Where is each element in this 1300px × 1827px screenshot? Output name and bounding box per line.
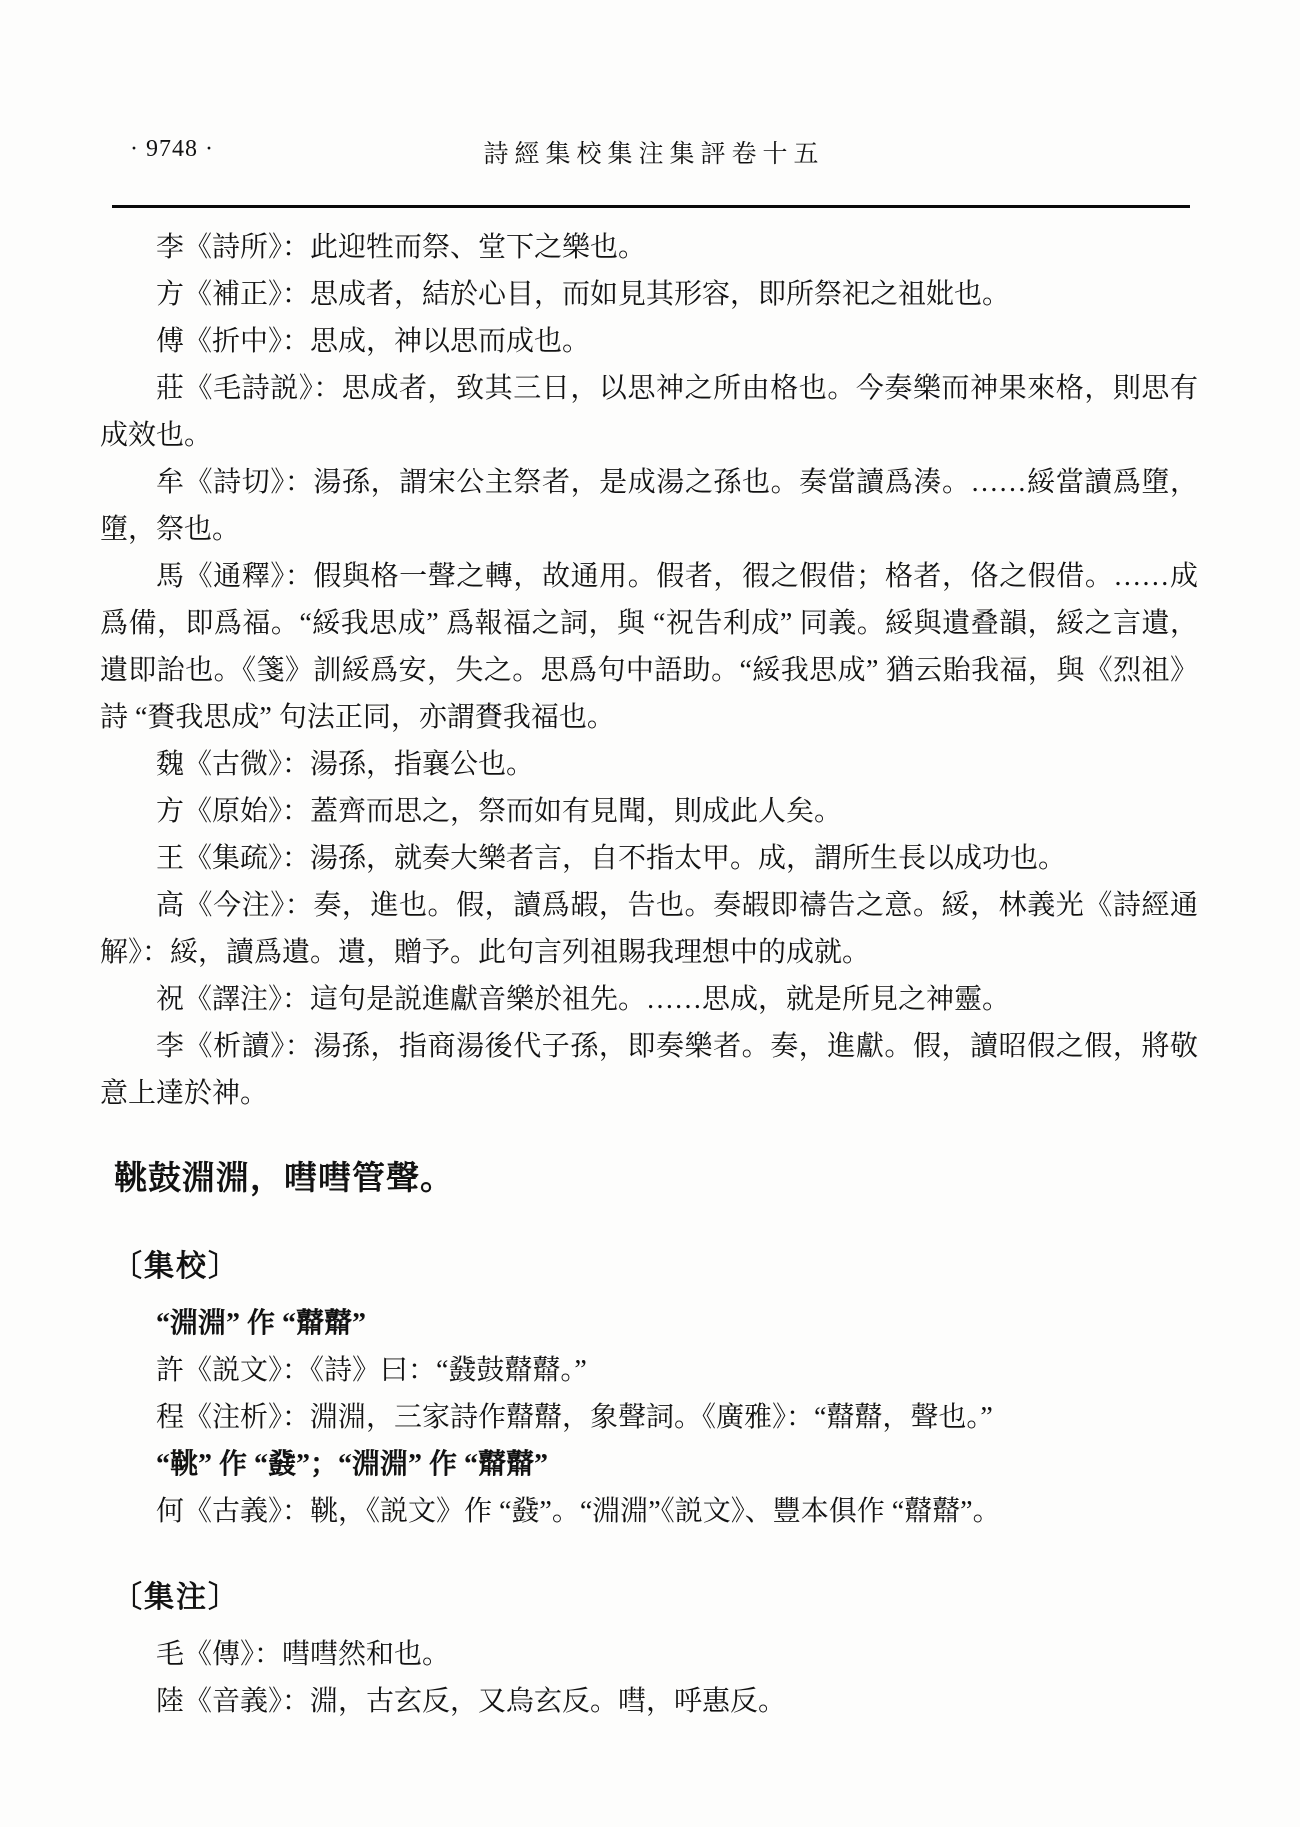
commentary-paragraph: 方《原始》：蓋齊而思之，祭而如有見聞，則成此人矣。 <box>156 796 843 827</box>
collation-entry: “淵淵” 作 “鼘鼘” <box>156 1308 367 1339</box>
commentary-paragraph: 莊《毛詩説》：思成者，致其三日，以思神之所由格也。今奏樂而神果來格，則思有成效也。 <box>100 373 1198 451</box>
verse-heading: 鞉鼓淵淵，嘒嘒管聲。 <box>114 1161 454 1197</box>
commentary-paragraph: 馬《通釋》：假與格一聲之轉，故通用。假者，徦之假借；格者，佫之假借。……成爲備，即爲福。“綏我思成” 爲報福之詞，與 “祝告利成” 同義。綏與遺叠韻，綏之言遺，遺即詒也。《箋》訓綏爲安，失之。思爲句中語助。“綏我思成” 猶云貽我福，與《烈祖》詩 “賚我思成” 句法正同，亦謂賚我福也。 <box>100 561 1198 733</box>
collation-entry: 程《注析》：淵淵，三家詩作鼘鼘，象聲詞。《廣雅》：“鼘鼘，聲也。” <box>156 1402 993 1433</box>
commentary-paragraph: 高《今注》：奏，進也。假，讀爲嘏，告也。奏嘏即禱告之意。綏，林義光《詩經通解》：綏，讀爲遺。遺，贈予。此句言列祖賜我理想中的成就。 <box>100 890 1198 968</box>
volume-title: 詩經集校集注集評卷十五 <box>483 141 825 168</box>
collation-entry: “鞉” 作 “鼗”；“淵淵” 作 “鼘鼘” <box>156 1449 549 1480</box>
collation-entry: 何《古義》：鞉，《説文》作 “鼗”。“淵淵”《説文》、豐本俱作 “鼘鼘”。 <box>156 1496 1001 1527</box>
section-heading-jixiao: 〔集校〕 <box>112 1250 240 1283</box>
commentary-paragraph: 傅《折中》：思成，神以思而成也。 <box>156 326 591 357</box>
commentary-paragraph: 李《詩所》：此迎牲而祭、堂下之樂也。 <box>156 232 647 263</box>
commentary-paragraph: 李《析讀》：湯孫，指商湯後代子孫，即奏樂者。奏，進獻。假，讀昭假之假，將敬意上達於神。 <box>100 1031 1198 1109</box>
annotation-entry: 陸《音義》：淵，古玄反，又烏玄反。嘒，呼惠反。 <box>156 1686 787 1717</box>
annotation-entry: 毛《傳》：嘒嘒然和也。 <box>156 1639 451 1670</box>
page-content <box>100 224 1198 1725</box>
commentary-paragraph: 王《集疏》：湯孫，就奏大樂者言，自不指太甲。成，謂所生長以成功也。 <box>156 843 1067 874</box>
header-divider <box>112 205 1190 208</box>
collation-entry: 許《説文》：《詩》曰：“鼗鼓鼘鼘。” <box>156 1355 587 1386</box>
commentary-paragraph: 方《補正》：思成者，結於心目，而如見其形容，即所祭祀之祖妣也。 <box>156 279 1011 310</box>
running-head <box>112 132 1196 172</box>
commentary-paragraph: 魏《古微》：湯孫，指襄公也。 <box>156 749 535 780</box>
commentary-paragraph: 牟《詩切》：湯孫，謂宋公主祭者，是成湯之孫也。奏當讀爲湊。……綏當讀爲墮，墮，祭也。 <box>100 467 1198 545</box>
section-heading-jizhu: 〔集注〕 <box>112 1581 240 1614</box>
commentary-paragraph: 祝《譯注》：這句是説進獻音樂於祖先。……思成，就是所見之神靈。 <box>156 984 1011 1015</box>
page-number: · 9748 · <box>130 136 214 162</box>
